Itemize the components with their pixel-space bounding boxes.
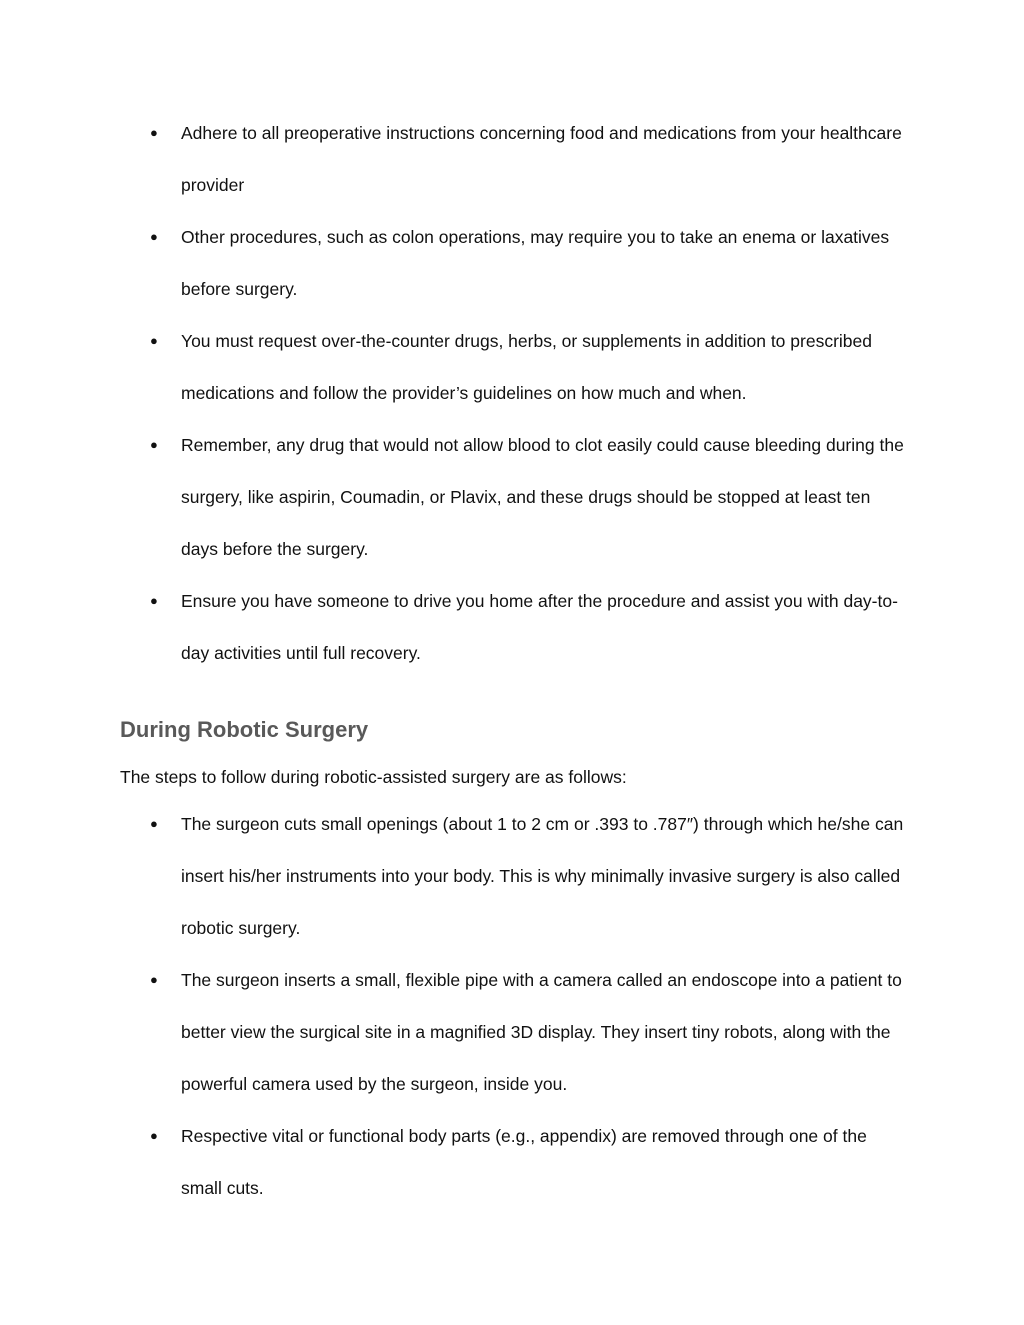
list-item-text: Other procedures, such as colon operations, may require you to take an enema or laxatives before surgery. — [181, 227, 890, 299]
list-item-text: Respective vital or functional body parts (e.g., appendix) are removed through one of the small cuts. — [181, 1126, 867, 1198]
list-item-text: Remember, any drug that would not allow blood to clot easily could cause bleeding during the surgery, like aspirin, Coumadin, or Plavix, and these drugs should be stopped at least ten days before the surgery. — [181, 435, 904, 559]
preoperative-bullet-list — [150, 107, 910, 679]
list-item — [150, 798, 910, 954]
list-item — [150, 575, 910, 679]
list-item — [150, 107, 910, 211]
bullet-icon: ● — [150, 437, 158, 452]
list-item — [150, 1110, 910, 1214]
bullet-icon: ● — [150, 972, 158, 987]
list-item — [150, 419, 910, 575]
bullet-icon: ● — [150, 816, 158, 831]
list-item-text: The surgeon cuts small openings (about 1 to 2 cm or .393 to .787″) through which he/she can insert his/her instruments into your body. This is why minimally invasive surgery is also called robotic surgery. — [181, 814, 904, 938]
bullet-icon: ● — [150, 1128, 158, 1143]
bullet-icon: ● — [150, 125, 158, 140]
list-item-text: Adhere to all preoperative instructions concerning food and medications from your healthcare provider — [181, 123, 902, 195]
section-intro: The steps to follow during robotic-assisted surgery are as follows: — [120, 767, 627, 787]
list-item — [150, 315, 910, 419]
list-item-text: The surgeon inserts a small, flexible pipe with a camera called an endoscope into a patient to better view the surgical site in a magnified 3D display. They insert tiny robots, along with the powerful camera used by the surgeon, inside you. — [181, 970, 902, 1094]
bullet-icon: ● — [150, 229, 158, 244]
list-item-text: You must request over-the-counter drugs, herbs, or supplements in addition to prescribed medications and follow the provider’s guidelines on how much and when. — [181, 331, 872, 403]
list-item — [150, 211, 910, 315]
section-heading: During Robotic Surgery — [120, 717, 369, 742]
surgery-steps-bullet-list — [150, 798, 910, 1214]
list-item-text: Ensure you have someone to drive you home after the procedure and assist you with day-to-day activities until full recovery. — [181, 591, 898, 663]
bullet-icon: ● — [150, 333, 158, 348]
list-item — [150, 954, 910, 1110]
bullet-icon: ● — [150, 593, 158, 608]
